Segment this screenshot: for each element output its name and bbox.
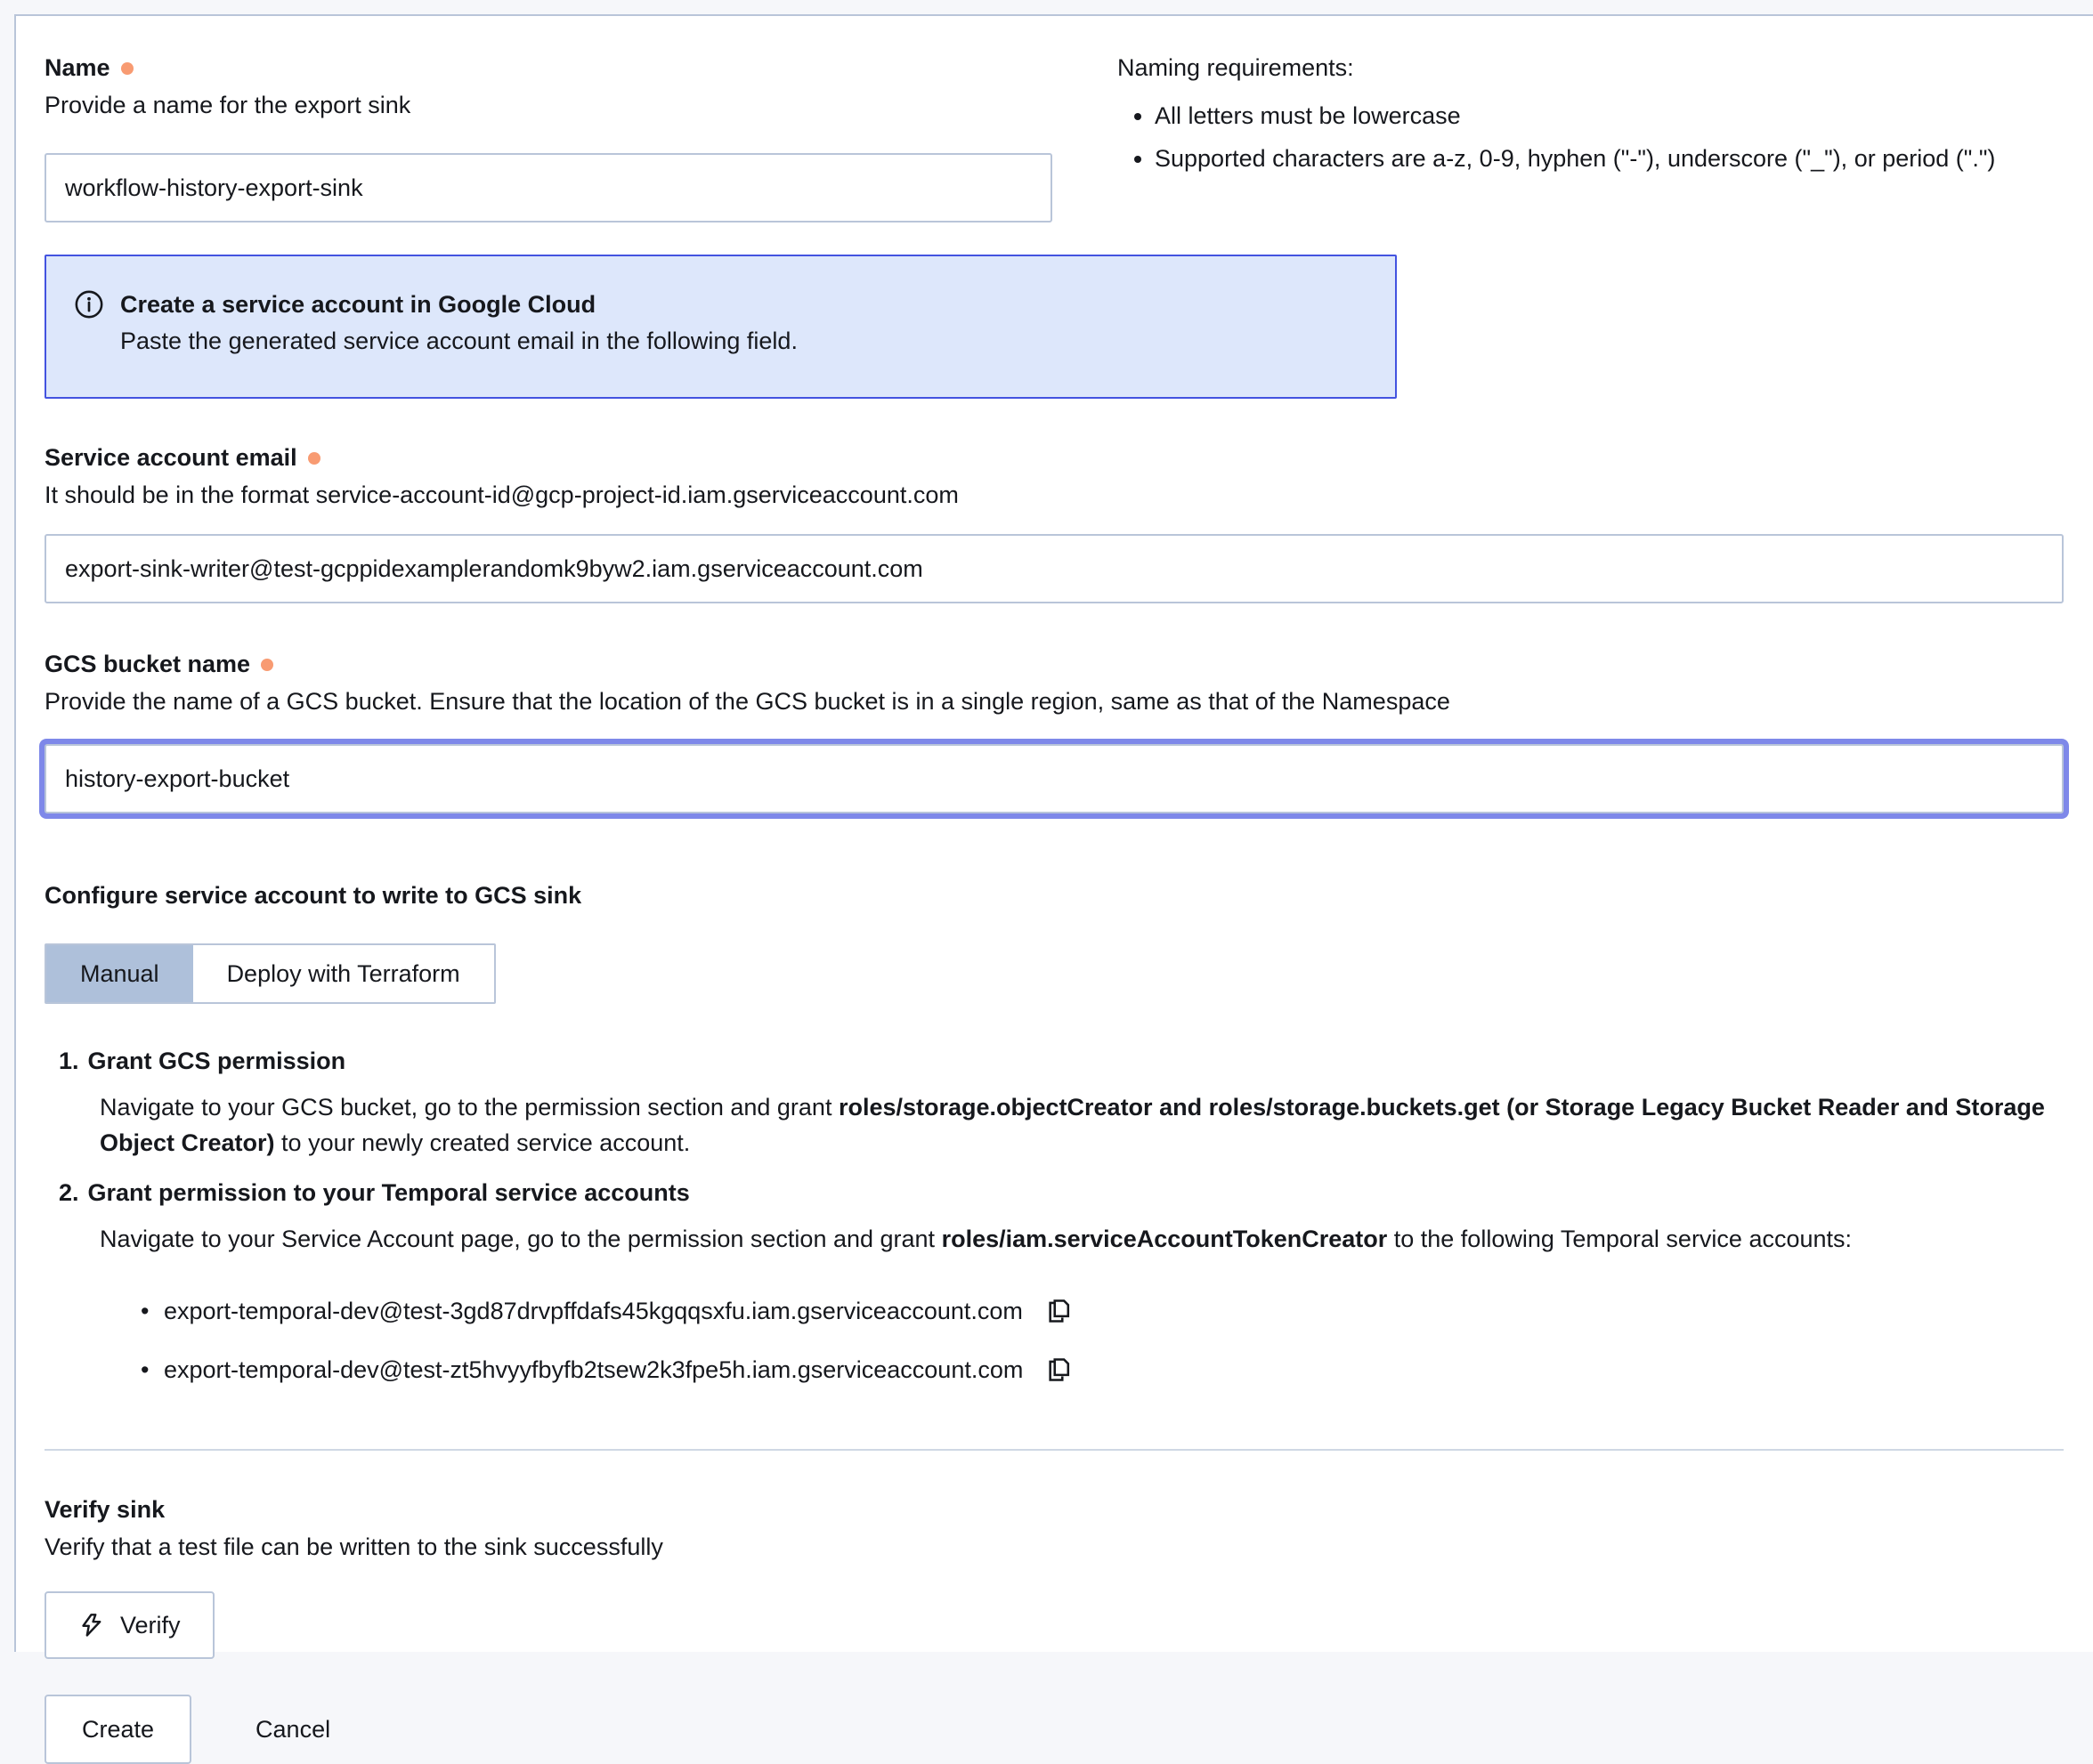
service-account-label: Service account email <box>45 440 297 475</box>
name-input[interactable] <box>45 153 1052 223</box>
lightning-icon <box>78 1612 105 1639</box>
cancel-button[interactable] <box>247 1716 339 1744</box>
naming-requirement-item: • All letters must be lowercase <box>1155 98 2064 134</box>
required-dot-icon <box>261 659 273 671</box>
step-number: 2. <box>59 1175 79 1210</box>
bucket-label: GCS bucket name <box>45 646 250 682</box>
bullet-icon: • <box>141 1356 164 1384</box>
naming-requirement-item: • Supported characters are a-z, 0-9, hyphen ("-"), underscore ("_"), or period (".") <box>1155 141 2064 176</box>
info-banner <box>45 255 1397 399</box>
form-actions <box>45 1695 2064 1764</box>
step-body-text: Navigate to your GCS bucket, go to the permission section and grant <box>100 1094 839 1121</box>
step-body <box>100 1089 2064 1161</box>
service-account-section <box>45 440 2064 603</box>
temporal-service-accounts <box>59 1282 2064 1399</box>
export-sink-form <box>14 14 2093 1652</box>
service-account-row <box>141 1340 2064 1399</box>
bullet-icon: • <box>141 1298 164 1325</box>
step-body-text: Navigate to your Service Account page, go to the permission section and grant <box>100 1226 942 1252</box>
bucket-description: Provide the name of a GCS bucket. Ensure that the location of the GCS bucket is in a single region, same as that of the Namespace <box>45 684 2064 719</box>
step-body-bold: roles/storage.objectCreator and roles/storage.buckets.get (or Storage Legacy Bucket Reader and Storage Object Creator) <box>100 1094 2045 1156</box>
info-banner-title: Create a service account in Google Cloud <box>120 287 798 322</box>
verify-button-label: Verify <box>120 1612 181 1639</box>
name-section <box>45 50 2064 223</box>
cancel-button-label: Cancel <box>256 1716 330 1743</box>
tab-manual-label: Manual <box>80 960 159 988</box>
name-description: Provide a name for the export sink <box>45 87 1052 123</box>
step-body-text: to the following Temporal service accounts: <box>1387 1226 1852 1252</box>
copy-icon[interactable] <box>1042 1295 1075 1327</box>
name-label: Name <box>45 50 110 85</box>
step-number: 1. <box>59 1043 79 1079</box>
verify-sink-description: Verify that a test file can be written to the sink successfully <box>45 1529 2064 1565</box>
section-divider <box>45 1449 2064 1451</box>
configure-heading: Configure service account to write to GCS sink <box>45 878 2064 913</box>
step-title: Grant GCS permission <box>88 1048 346 1074</box>
service-account-email-input[interactable] <box>45 534 2064 603</box>
bucket-name-input[interactable] <box>45 744 2064 813</box>
step-body <box>100 1221 2064 1257</box>
tab-manual[interactable] <box>46 945 193 1002</box>
step-grant-temporal-permission <box>45 1175 2064 1399</box>
copy-icon[interactable] <box>1042 1354 1075 1386</box>
service-account-email: export-temporal-dev@test-3gd87drvpffdafs45kgqqsxfu.iam.gserviceaccount.com <box>164 1293 1023 1329</box>
name-label-row <box>45 50 1052 85</box>
create-button[interactable] <box>45 1695 191 1764</box>
bucket-section <box>45 646 2064 813</box>
step-body-text: to your newly created service account. <box>275 1129 691 1156</box>
service-account-email: export-temporal-dev@test-zt5hvyyfbyfb2tsew2k3fpe5h.iam.gserviceaccount.com <box>164 1352 1023 1388</box>
tab-terraform-label: Deploy with Terraform <box>227 960 460 988</box>
naming-requirements <box>1117 50 2064 176</box>
naming-requirements-title: Naming requirements: <box>1117 50 2064 85</box>
configure-tabs <box>45 943 496 1004</box>
step-body-bold: roles/iam.serviceAccountTokenCreator <box>942 1226 1388 1252</box>
info-banner-description: Paste the generated service account email in the following field. <box>120 323 798 359</box>
step-grant-gcs-permission <box>45 1043 2064 1161</box>
step-title: Grant permission to your Temporal service accounts <box>88 1179 690 1206</box>
tab-deploy-with-terraform[interactable] <box>193 945 494 1002</box>
create-button-label: Create <box>82 1716 154 1744</box>
service-account-row <box>141 1282 2064 1340</box>
info-icon <box>74 289 104 320</box>
verify-sink-heading: Verify sink <box>45 1492 2064 1527</box>
required-dot-icon <box>308 452 320 465</box>
service-account-description: It should be in the format service-account-id@gcp-project-id.iam.gserviceaccount.com <box>45 477 2064 513</box>
verify-button[interactable] <box>45 1591 215 1659</box>
required-dot-icon <box>121 62 134 75</box>
